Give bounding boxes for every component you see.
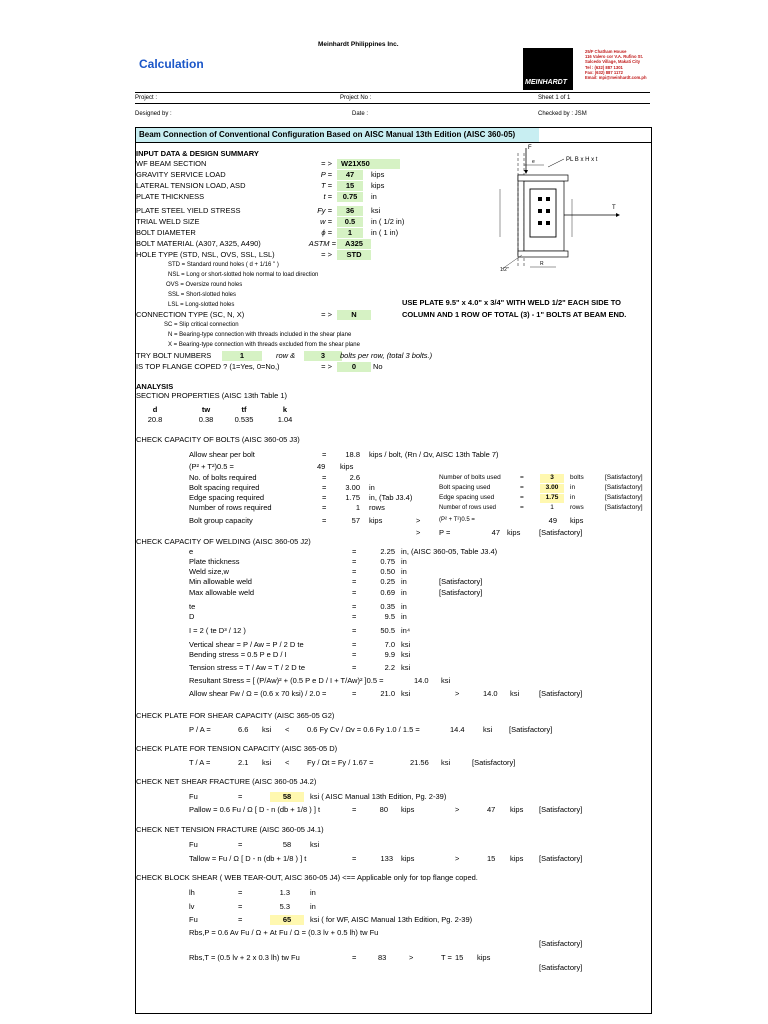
calc-value: 83	[378, 953, 387, 962]
calc-value: 6.6	[238, 725, 249, 734]
calc-eq: =	[322, 473, 327, 482]
used-eq: =	[520, 474, 524, 481]
welding-check-heading: CHECK CAPACITY OF WELDING (AISC 360-05 J2)	[136, 537, 311, 546]
calc-unit: kips	[477, 953, 491, 962]
calc-gt: >	[409, 953, 414, 962]
status-badge: [Satisfactory]	[539, 528, 583, 537]
calc-label: Edge spacing required	[189, 493, 265, 502]
bolt	[538, 197, 542, 201]
calc-unit: ksi	[510, 689, 520, 698]
calc-eq: =	[352, 953, 357, 962]
connection-type-symbol: = >	[321, 310, 332, 319]
bolt-material-input[interactable]: A325	[337, 239, 371, 249]
bolt	[546, 221, 550, 225]
coped-text: No	[373, 362, 383, 371]
used-label: Edge spacing used	[439, 494, 495, 501]
row-and-text: row &	[276, 351, 296, 360]
status-badge: [Satisfactory]	[539, 854, 583, 863]
calc-unit: in	[310, 888, 316, 897]
calc-gt: >	[455, 805, 460, 814]
used-eq: =	[520, 494, 524, 501]
hole-type-input[interactable]: STD	[337, 250, 371, 260]
net-shear-fu-input[interactable]: 58	[270, 792, 304, 802]
note-line: NSL = Long or short-slotted hole normal to load direction	[168, 272, 319, 278]
calc-eq: =	[322, 503, 327, 512]
prop-header: k	[282, 405, 288, 414]
bolts-per-row-text: bolts per row, (total 3 bolts.)	[340, 351, 433, 360]
label-f: F	[528, 145, 532, 151]
calc-unit: in	[369, 483, 375, 492]
label-r: R	[540, 261, 544, 267]
label-t: T	[612, 205, 616, 211]
logo-text: MEINHARDT	[525, 79, 567, 86]
resultant-stress-label: Resultant Stress = [ (P/Aw)² + (0.5 P e D / I + T/Aw)² ]0.5 =	[189, 676, 384, 685]
calc-label: Vertical shear = P / Aw = P / 2 D te	[189, 640, 304, 649]
calc-eq: =	[352, 577, 357, 586]
company-name: Meinhardt Philippines Inc.	[318, 41, 399, 48]
calc-unit: in	[401, 602, 407, 611]
input-unit: ksi	[371, 206, 381, 215]
input-unit: in	[371, 192, 377, 201]
banner-title: Beam Connection of Conventional Configuration Based on AISC Manual 13th Edition (AISC 360-05)	[139, 130, 516, 139]
calc-unit: in	[401, 557, 407, 566]
note-line: STD = Standard round holes ( d + 1/16 " )	[168, 262, 279, 268]
net-shear-heading: CHECK NET SHEAR FRACTURE (AISC 360-05 J4.2)	[136, 777, 317, 786]
calc-eq: =	[352, 650, 357, 659]
input-label: PLATE THICKNESS	[136, 192, 205, 201]
calc-eq: =	[352, 547, 357, 556]
prop-header: tf	[241, 405, 247, 414]
calc-label: (P² + T²)0.5 =	[439, 517, 475, 523]
calc-eq: =	[238, 902, 243, 911]
calc-value: 21.56	[410, 758, 429, 767]
status-badge: [Satisfactory]	[605, 504, 643, 511]
bolt	[538, 221, 542, 225]
calc-unit: ksi ( AISC Manual 13th Edition, Pg. 2-39)	[310, 792, 447, 801]
project-label: Project :	[135, 95, 158, 101]
calc-label: Pallow = 0.6 Fu / Ω [ D - n (db + 1/8 ) ] t	[189, 805, 321, 814]
status-badge: [Satisfactory]	[509, 725, 553, 734]
calc-unit: ksi	[262, 758, 272, 767]
try-bolt-label: TRY BOLT NUMBERS	[136, 351, 212, 360]
calc-lt: <	[285, 725, 290, 734]
calc-label: Tallow = Fu / Ω [ D - n (db + 1/8 ) ] t	[189, 854, 307, 863]
calc-eq: =	[322, 450, 327, 459]
rbsp-formula: Rbs,P = 0.6 Av Fu / Ω + At Fu / Ω = (0.3 lv + 0.5 lh) tw Fu	[189, 928, 379, 937]
calc-label: Max allowable weld	[189, 588, 255, 597]
prop-value: 0.535	[234, 415, 254, 424]
calc-label: I = 2 ( te D³ / 12 )	[189, 626, 246, 635]
calc-unit: kips / bolt, (Rn / Ωv, AISC 13th Table 7)	[369, 450, 499, 459]
status-badge: [Satisfactory]	[539, 939, 583, 948]
calc-value: 3.00	[345, 483, 360, 492]
calc-value: 0.50	[380, 567, 395, 576]
analysis-heading: ANALYSIS	[136, 382, 174, 391]
input-label: GRAVITY SERVICE LOAD	[136, 170, 226, 179]
input-unit: in ( 1 in)	[371, 228, 399, 237]
calc-label: P / A =	[189, 725, 211, 734]
note-line: N = Bearing-type connection with threads included in the shear plane	[168, 332, 352, 338]
calc-value: 49	[317, 462, 326, 471]
calc-unit: in	[401, 577, 407, 586]
design-summary-line2: COLUMN AND 1 ROW OF TOTAL (3) - 1" BOLTS AT BEAM END.	[402, 310, 627, 319]
input-symbol: ASTM =	[308, 239, 336, 248]
calc-label: T / A =	[189, 758, 211, 767]
calc-value: 18.8	[345, 450, 360, 459]
calc-unit: kips	[401, 854, 415, 863]
calc-value: 0.25	[380, 577, 395, 586]
status-badge: [Satisfactory]	[439, 577, 483, 586]
input-symbol: Fy =	[317, 206, 332, 215]
calc-unit: ksi	[310, 840, 320, 849]
calc-value: 47	[491, 528, 500, 537]
calc-unit: kips	[369, 516, 383, 525]
calc-eq: =	[352, 588, 357, 597]
calc-eq: =	[238, 840, 243, 849]
arrowhead	[524, 170, 528, 174]
calc-eq: =	[352, 663, 357, 672]
sheet-number: Sheet 1 of 1	[538, 95, 571, 101]
calc-eq: =	[352, 612, 357, 621]
calc-unit: in	[401, 612, 407, 621]
input-label: WF BEAM SECTION	[136, 159, 207, 168]
calc-unit: ksi ( for WF, AISC Manual 13th Edition, Pg. 2-39)	[310, 915, 473, 924]
calc-unit: in	[401, 567, 407, 576]
design-summary-line1: USE PLATE 9.5" x 4.0" x 3/4" WITH WELD 1/2" EACH SIDE TO	[402, 298, 621, 307]
calc-value: 57	[351, 516, 360, 525]
bolt	[546, 197, 550, 201]
edge-spacing-input[interactable]: 1.75	[540, 494, 564, 503]
calc-label: T =	[441, 953, 452, 962]
calc-lt: <	[285, 758, 290, 767]
calc-label: Bolt group capacity	[189, 516, 253, 525]
calc-eq: =	[352, 626, 357, 635]
input-symbol: = >	[321, 250, 332, 259]
allow-shear-value: 21.0	[380, 689, 395, 698]
address-line: Salcedo Village, Makati City	[585, 59, 641, 65]
note-line: LSL = Long-slotted holes	[168, 302, 235, 308]
calc-gt: >	[416, 516, 421, 525]
address-line: Fax: (632) 887 1172	[585, 69, 623, 75]
calc-value: 14.4	[450, 725, 465, 734]
header-divider	[135, 92, 650, 93]
calc-unit: kips	[510, 854, 524, 863]
used-unit: in	[570, 494, 576, 501]
arrowhead	[616, 213, 620, 217]
coped-symbol: = >	[321, 362, 332, 371]
calc-unit: in⁴	[401, 626, 411, 635]
beam-bottom-flange	[518, 251, 568, 257]
calc-value: 2.2	[384, 663, 395, 672]
status-badge: [Satisfactory]	[605, 494, 643, 501]
calc-label: D	[189, 612, 195, 621]
page-title: Calculation	[139, 57, 204, 71]
input-unit: kips	[371, 181, 385, 190]
calc-eq: =	[352, 640, 357, 649]
calc-value: 9.9	[384, 650, 395, 659]
calc-label: Fu	[189, 915, 198, 924]
project-no-label: Project No :	[340, 95, 372, 101]
input-label: HOLE TYPE (STD, NSL, OVS, SSL, LSL)	[136, 250, 275, 259]
resultant-stress-value: 14.0	[414, 676, 429, 685]
bolt-diameter-input[interactable]: 1	[337, 228, 363, 238]
note-line: SC = Slip critical connection	[164, 322, 239, 328]
input-symbol: P =	[320, 170, 332, 179]
calc-label: No. of bolts required	[189, 473, 257, 482]
calc-unit: kips	[340, 462, 354, 471]
label-weld: 1/2"	[500, 267, 509, 273]
note-line: SSL = Short-slotted holes	[168, 292, 236, 298]
calc-unit: rows	[369, 503, 385, 512]
calc-value: 47	[487, 805, 496, 814]
calc-value: 0.69	[380, 588, 395, 597]
calc-label: Bolt spacing required	[189, 483, 260, 492]
plate-shear-heading: CHECK PLATE FOR SHEAR CAPACITY (AISC 365-05 G2)	[136, 711, 335, 720]
calc-unit: ksi	[483, 725, 493, 734]
calc-label: Fu	[189, 840, 198, 849]
status-badge: [Satisfactory]	[605, 474, 643, 481]
block-shear-fu-input[interactable]: 65	[270, 915, 304, 925]
prop-value: 0.38	[198, 415, 214, 424]
header-divider	[135, 103, 650, 104]
used-label: Number of bolts used	[439, 474, 501, 481]
note-line: OVS = Oversize round holes	[166, 282, 243, 288]
address-line: 116 Valero cor V.A. Rufino St.	[585, 54, 644, 60]
calc-unit: in, (AISC 360-05, Table J3.4)	[401, 547, 498, 556]
status-badge: [Satisfactory]	[539, 689, 583, 698]
bolt-spacing-input[interactable]: 3.00	[540, 484, 564, 493]
calc-unit: in	[401, 588, 407, 597]
bolt	[546, 209, 550, 213]
calc-unit: kips	[401, 805, 415, 814]
label-e: e	[532, 159, 535, 165]
calc-eq: =	[352, 557, 357, 566]
calc-value: 0.35	[380, 602, 395, 611]
calc-unit: kips	[507, 528, 521, 537]
calc-unit: ksi	[262, 725, 272, 734]
calc-eq: =	[352, 689, 357, 698]
address-line: Email: mpi@meinhardt.com.ph	[585, 75, 647, 81]
calc-eq: =	[352, 567, 357, 576]
beam-top-flange	[518, 175, 568, 181]
plate-tension-heading: CHECK PLATE FOR TENSION CAPACITY (AISC 365-05 D)	[136, 744, 338, 753]
designed-by-label: Designed by :	[135, 111, 172, 117]
rbst-formula: Rbs,T = (0.5 lv + 2 x 0.3 lh) tw Fu	[189, 953, 300, 962]
status-badge: [Satisfactory]	[439, 588, 483, 597]
calc-label: Number of rows required	[189, 503, 272, 512]
calc-value: 15	[487, 854, 496, 863]
used-eq: =	[520, 484, 524, 491]
calc-value: 49	[548, 516, 557, 525]
calc-eq: =	[322, 493, 327, 502]
bolts-used-input[interactable]: 3	[540, 474, 564, 483]
connection-type-label: CONNECTION TYPE (SC, N, X)	[136, 310, 245, 319]
calc-eq: =	[352, 854, 357, 863]
calc-label: te	[189, 602, 196, 611]
input-symbol: ϕ =	[321, 228, 332, 237]
top-flange-coped-input[interactable]: 0	[337, 362, 371, 372]
calc-label: Fy / Ωt = Fy / 1.67 =	[307, 758, 374, 767]
prop-value: 1.04	[277, 415, 293, 424]
input-label: BOLT MATERIAL (A307, A325, A490)	[136, 239, 261, 248]
calc-value: 1.3	[279, 888, 290, 897]
calc-value: 58	[282, 840, 292, 849]
column-flange	[518, 175, 524, 255]
calc-value: 0.75	[380, 557, 395, 566]
calc-eq: =	[352, 602, 357, 611]
calc-label: (P² + T²)0.5 =	[189, 462, 234, 471]
plate-thickness-input[interactable]: 0.75	[337, 192, 363, 202]
connection-detail-figure	[478, 143, 646, 273]
yield-stress-input[interactable]: 36	[337, 206, 363, 216]
calc-label: Tension stress = T / Aw = T / 2 D te	[189, 663, 306, 672]
status-badge: [Satisfactory]	[605, 484, 643, 491]
calc-gt: >	[455, 854, 460, 863]
section-properties-heading: SECTION PROPERTIES (AISC 13th Table 1)	[136, 391, 288, 400]
calc-eq: =	[238, 792, 243, 801]
top-flange-coped-label: IS TOP FLANGE COPED ? (1=Yes, 0=No,)	[136, 362, 280, 371]
tension-load-input[interactable]: 15	[337, 181, 363, 191]
calc-unit: ksi	[441, 758, 451, 767]
weld-size-input[interactable]: 0.5	[337, 217, 363, 227]
status-badge: [Satisfactory]	[472, 758, 516, 767]
calc-value: 15	[455, 953, 464, 962]
calc-eq: =	[322, 516, 327, 525]
input-heading: INPUT DATA & DESIGN SUMMARY	[136, 149, 259, 158]
bolt-rows-input[interactable]: 1	[222, 351, 262, 361]
calc-value: 14.0	[483, 689, 498, 698]
date-label: Date :	[352, 111, 369, 117]
bolts-per-row-input[interactable]: 3	[304, 351, 342, 361]
calc-value: 133	[380, 854, 393, 863]
block-shear-heading: CHECK BLOCK SHEAR ( WEB TEAR-OUT, AISC 360-05 J4) <== Applicable only for top flange coped.	[136, 873, 478, 882]
calc-label: P =	[439, 528, 451, 537]
connection-type-input[interactable]: N	[337, 310, 371, 320]
prop-header: d	[152, 405, 158, 414]
input-symbol: = >	[321, 159, 332, 168]
calc-value: 2.6	[349, 473, 360, 482]
calc-value: 50.5	[380, 626, 395, 635]
input-symbol: t =	[323, 192, 332, 201]
input-label: TRIAL WELD SIZE	[136, 217, 200, 226]
calc-value: 7.0	[384, 640, 395, 649]
allow-shear-label: Allow shear Fw / Ω = (0.6 x 70 ksi) / 2.0 =	[189, 689, 327, 698]
bolts-check-heading: CHECK CAPACITY OF BOLTS (AISC 360-05 J3)	[136, 435, 300, 444]
net-tension-heading: CHECK NET TENSION FRACTURE (AISC 360-05 J4.1)	[136, 825, 324, 834]
frame-bottom	[135, 1013, 652, 1014]
calc-gt: >	[416, 528, 421, 537]
prop-value: 20.8	[147, 415, 163, 424]
used-label: Number of rows used	[439, 505, 497, 511]
company-address	[585, 49, 647, 80]
calc-label: lv	[189, 902, 195, 911]
calc-label: 0.6 Fy Cv / Ωv = 0.6 Fy 1.0 / 1.5 =	[307, 725, 420, 734]
shear-plate	[530, 189, 556, 237]
calc-label: e	[189, 547, 194, 556]
calc-value: 9.5	[384, 612, 395, 621]
status-badge: [Satisfactory]	[539, 963, 583, 972]
calc-label: Allow shear per bolt	[189, 450, 255, 459]
status-badge: [Satisfactory]	[539, 805, 583, 814]
calc-value: 5.3	[279, 902, 290, 911]
calc-value: 80	[379, 805, 388, 814]
input-symbol: T =	[320, 181, 332, 190]
calc-value: 1	[355, 503, 360, 512]
calc-unit: ksi	[401, 650, 411, 659]
wf-beam-section-input[interactable]: W21X50	[337, 159, 400, 169]
calc-eq: =	[352, 805, 357, 814]
calc-label: Bending stress = 0.5 P e D / I	[189, 650, 287, 659]
input-unit: in ( 1/2 in)	[371, 217, 405, 226]
calc-eq: =	[322, 483, 327, 492]
used-label: Bolt spacing used	[439, 484, 491, 491]
bolt	[538, 209, 542, 213]
calc-label: Weld size,w	[189, 567, 229, 576]
calc-value: 2.1	[238, 758, 249, 767]
used-unit: in	[570, 484, 576, 491]
resultant-stress-unit: ksi	[441, 676, 451, 685]
calculation-banner	[135, 127, 652, 143]
input-label: BOLT DIAMETER	[136, 228, 196, 237]
frame-right	[651, 141, 652, 1014]
used-eq: =	[520, 504, 524, 511]
calc-eq: =	[238, 915, 243, 924]
used-unit: bolts	[570, 474, 584, 481]
note-line: X = Bearing-type connection with threads excluded from the shear plane	[168, 342, 360, 348]
gravity-load-input[interactable]: 47	[337, 170, 363, 180]
calc-value: 1.75	[345, 493, 360, 502]
label-plate: PL B x H x t	[566, 157, 598, 163]
calc-value: 2.25	[380, 547, 395, 556]
calc-eq: =	[238, 888, 243, 897]
rows-used-value: 1	[550, 504, 554, 511]
address-line: 25/F Chatham House	[585, 49, 627, 54]
calc-unit: kips	[510, 805, 524, 814]
calc-label: Plate thickness	[189, 557, 240, 566]
calc-unit: in	[310, 902, 316, 911]
leader-line	[548, 159, 564, 167]
calc-unit: kips	[570, 516, 584, 525]
input-label: LATERAL TENSION LOAD, ASD	[136, 181, 246, 190]
calc-unit: ksi	[401, 689, 411, 698]
calc-unit: ksi	[401, 663, 411, 672]
frame-left	[135, 141, 136, 1014]
address-line: Tel : (632) 887 1301	[585, 64, 623, 70]
calc-gt: >	[455, 689, 460, 698]
calc-unit: ksi	[401, 640, 411, 649]
checked-by: Checked by : JSM	[538, 111, 587, 117]
used-unit: rows	[570, 504, 584, 511]
calc-unit: in, (Tab J3.4)	[369, 493, 413, 502]
calc-label: lh	[189, 888, 195, 897]
calc-label: Min allowable weld	[189, 577, 252, 586]
input-symbol: w =	[320, 217, 332, 226]
input-label: PLATE STEEL YIELD STRESS	[136, 206, 241, 215]
prop-header: tw	[201, 405, 211, 414]
input-unit: kips	[371, 170, 385, 179]
calc-label: Fu	[189, 792, 198, 801]
